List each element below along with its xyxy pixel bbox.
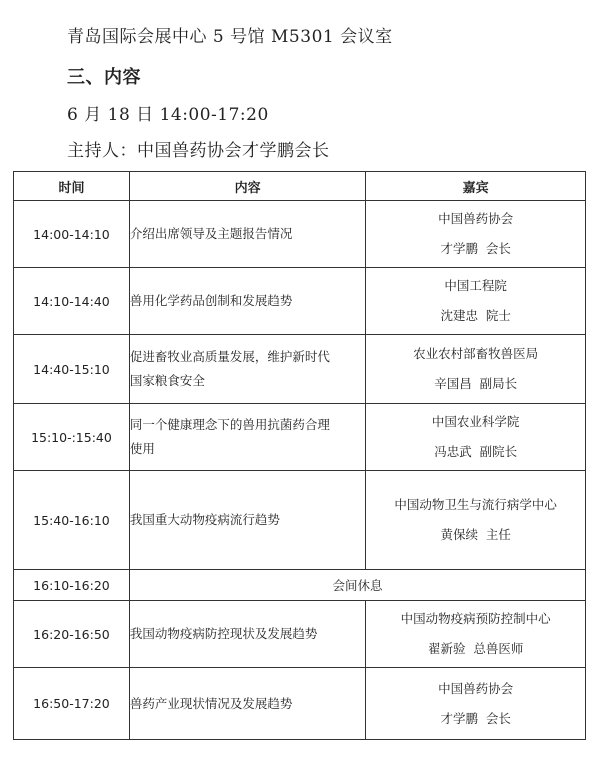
- content-line: 使用: [129, 441, 155, 456]
- time-cell: 16:10-16:20: [14, 570, 130, 601]
- guest-person: 翟新验 总兽医师: [427, 641, 524, 656]
- time-cell: 16:50-17:20: [14, 668, 130, 740]
- table-row: [14, 335, 586, 404]
- guest-cell: [366, 404, 586, 471]
- table-row: [14, 471, 586, 570]
- date-time-line: 6 月 18 日 14:00-17:20: [67, 105, 269, 125]
- guest-person: 才学鹏 会长: [440, 241, 511, 256]
- content-line: 介绍出席领导及主题报告情况: [129, 226, 293, 241]
- venue-line: 青岛国际会展中心 5 号馆 M5301 会议室: [67, 27, 393, 47]
- guest-person: 才学鹏 会长: [440, 710, 511, 726]
- guest-cell: [366, 471, 586, 570]
- header-time: 时间: [14, 172, 130, 201]
- guest-org: 中国动物疫病预防控制中心: [400, 611, 551, 626]
- time-cell: 16:20-16:50: [14, 601, 130, 668]
- content-cell: [129, 668, 365, 740]
- time-cell: 15:10-:15:40: [14, 404, 130, 471]
- content-line: 我国重大动物疫病流行趋势: [129, 512, 280, 527]
- schedule-table: [13, 171, 586, 740]
- content-line: 兽药产业现状情况及发展趋势: [129, 695, 293, 711]
- content-cell: [129, 471, 365, 570]
- guest-org: 中国兽药协会: [438, 680, 514, 696]
- time-cell: 15:40-16:10: [14, 471, 130, 570]
- content-line: 我国动物疫病防控现状及发展趋势: [129, 626, 318, 641]
- table-row: [14, 268, 586, 335]
- content-line: 同一个健康理念下的兽用抗菌药合理: [129, 417, 330, 432]
- table-row: [14, 601, 586, 668]
- content-cell: [129, 201, 365, 268]
- time-cell: 14:00-14:10: [14, 201, 130, 268]
- guest-person: 辛国昌 副局长: [434, 376, 518, 391]
- guest-org: 农业农村部畜牧兽医局: [413, 346, 539, 361]
- host-line: 主持人：中国兽药协会才学鹏会长: [67, 141, 330, 161]
- time-cell: 14:10-14:40: [14, 268, 130, 335]
- content-cell: [129, 404, 365, 471]
- guest-person: 沈建忠 院士: [440, 308, 511, 323]
- content-line: 兽用化学药品创制和发展趋势: [129, 293, 293, 308]
- guest-person: 黄保续 主任: [440, 527, 511, 542]
- guest-cell: [366, 268, 586, 335]
- break-cell: 会间休息: [129, 570, 585, 601]
- guest-cell: [366, 335, 586, 404]
- section-heading: 三、内容: [67, 67, 141, 88]
- guest-person: 冯忠武 副院长: [434, 444, 518, 459]
- table-header-row: [14, 172, 586, 201]
- content-cell: [129, 268, 365, 335]
- content-line: 促进畜牧业高质量发展，维护新时代: [129, 349, 330, 364]
- guest-org: 中国工程院: [444, 278, 507, 293]
- guest-org: 中国农业科学院: [431, 414, 520, 429]
- table-row: [14, 668, 586, 740]
- guest-cell: [366, 601, 586, 668]
- time-cell: 14:40-15:10: [14, 335, 130, 404]
- guest-cell: [366, 201, 586, 268]
- content-line: 国家粮食安全: [129, 373, 205, 388]
- header-content: 内容: [129, 172, 365, 201]
- guest-org: 中国动物卫生与流行病学中心: [394, 497, 557, 512]
- content-cell: [129, 601, 365, 668]
- table-row: [14, 404, 586, 471]
- header-guest: 嘉宾: [366, 172, 586, 201]
- guest-org: 中国兽药协会: [438, 211, 514, 226]
- table-row-break: [14, 570, 586, 601]
- guest-cell: [366, 668, 586, 740]
- content-cell: [129, 335, 365, 404]
- table-row: [14, 201, 586, 268]
